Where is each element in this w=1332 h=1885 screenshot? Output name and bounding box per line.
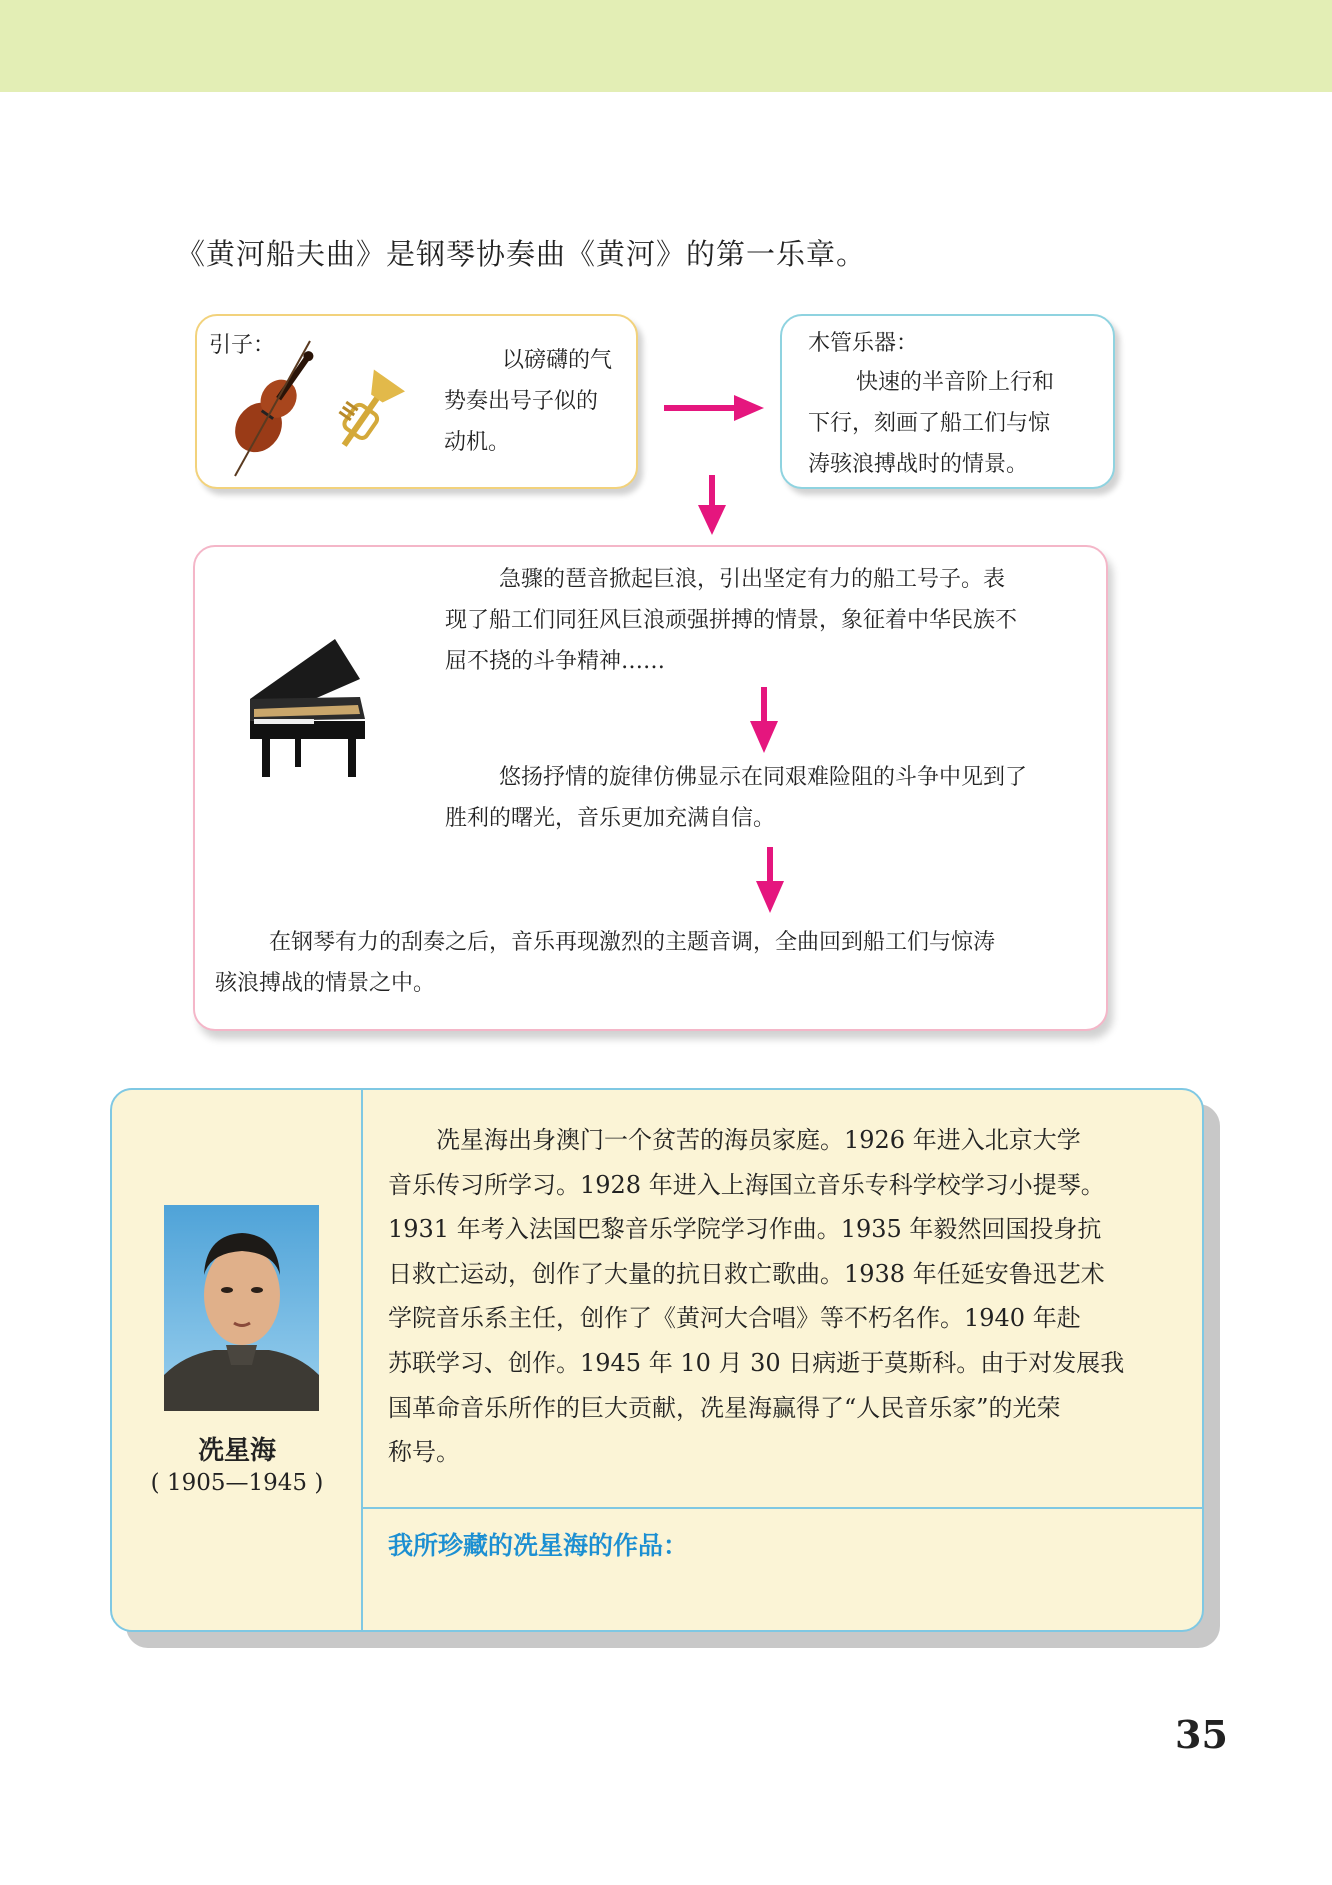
intro-box xyxy=(195,314,638,489)
composer-name: 冼星海 xyxy=(197,1436,276,1466)
intro-label: 引子： xyxy=(209,333,276,358)
intro-line-1: 以磅礴的气 xyxy=(502,348,613,373)
arrow-down-icon xyxy=(698,475,726,535)
piano-p1-line-2: 现了船工们同狂风巨浪顽强拼搏的情景，象征着中华民族不 xyxy=(445,608,1018,633)
arrow-down-icon xyxy=(750,687,778,753)
portrait-photo xyxy=(164,1205,319,1411)
bio-line-1: 冼星海出身澳门一个贫苦的海员家庭。1926 年进入北京大学 xyxy=(436,1126,1081,1154)
piano-p1-line-3: 屈不挠的斗争精神…… xyxy=(445,649,666,674)
divider-horizontal xyxy=(362,1507,1202,1509)
bio-line-8: 称号。 xyxy=(388,1438,460,1467)
biography-text xyxy=(388,1118,1178,1475)
piano-p3-line-1: 在钢琴有力的刮奏之后，音乐再现激烈的主题音调，全曲回到船工们与惊涛 xyxy=(269,930,996,955)
bio-line-7: 国革命音乐所作的巨大贡献，冼星海赢得了“人民音乐家”的光荣 xyxy=(388,1393,1061,1422)
arrow-right-icon xyxy=(664,393,764,423)
divider-vertical xyxy=(361,1090,363,1630)
woodwind-line-2: 下行，刻画了船工们与惊 xyxy=(808,411,1051,436)
bio-line-3: 1931 年考入法国巴黎音乐学院学习作曲。1935 年毅然回国投身抗 xyxy=(388,1215,1102,1244)
bio-line-5: 学院音乐系主任，创作了《黄河大合唱》等不朽名作。1940 年赴 xyxy=(388,1304,1081,1333)
top-color-band xyxy=(0,0,1332,92)
bio-line-4: 日救亡运动，创作了大量的抗日救亡歌曲。1938 年任延安鲁迅艺术 xyxy=(388,1259,1105,1288)
woodwind-box xyxy=(780,314,1115,489)
page-number: 35 xyxy=(1175,1712,1228,1757)
arrow-down-icon xyxy=(756,847,784,913)
piano-box xyxy=(193,545,1108,1031)
woodwind-line-3: 涛骇浪搏战时的情景。 xyxy=(808,452,1029,477)
bio-line-2: 音乐传习所学习。1928 年进入上海国立音乐专科学校学习小提琴。 xyxy=(388,1170,1105,1199)
bio-line-6: 苏联学习、创作。1945 年 10 月 30 日病逝于莫斯科。由于对发展我 xyxy=(388,1348,1125,1377)
intro-line-3: 动机。 xyxy=(444,430,511,455)
piano-p2-line-1: 悠扬抒情的旋律仿佛显示在同艰难险阻的斗争中见到了 xyxy=(499,765,1028,790)
intro-sentence: 《黄河船夫曲》是钢琴协奏曲《黄河》的第一乐章。 xyxy=(176,237,867,271)
composer-years: ( 1905—1945 ) xyxy=(150,1470,324,1496)
woodwind-label: 木管乐器： xyxy=(808,331,919,356)
violin-icon xyxy=(225,336,315,486)
piano-p1-line-1: 急骤的琶音掀起巨浪，引出坚定有力的船工号子。表 xyxy=(499,567,1006,592)
biography-panel xyxy=(110,1088,1204,1632)
grand-piano-icon xyxy=(240,639,375,779)
woodwind-line-1: 快速的半音阶上行和 xyxy=(856,370,1055,395)
piano-p2-line-2: 胜利的曙光，音乐更加充满自信。 xyxy=(445,806,776,831)
piano-p3-line-2: 骇浪搏战的情景之中。 xyxy=(215,971,436,996)
favorite-works-label: 我所珍藏的冼星海的作品： xyxy=(388,1531,689,1560)
intro-line-2: 势奏出号子似的 xyxy=(444,389,599,414)
trumpet-icon xyxy=(325,351,410,481)
